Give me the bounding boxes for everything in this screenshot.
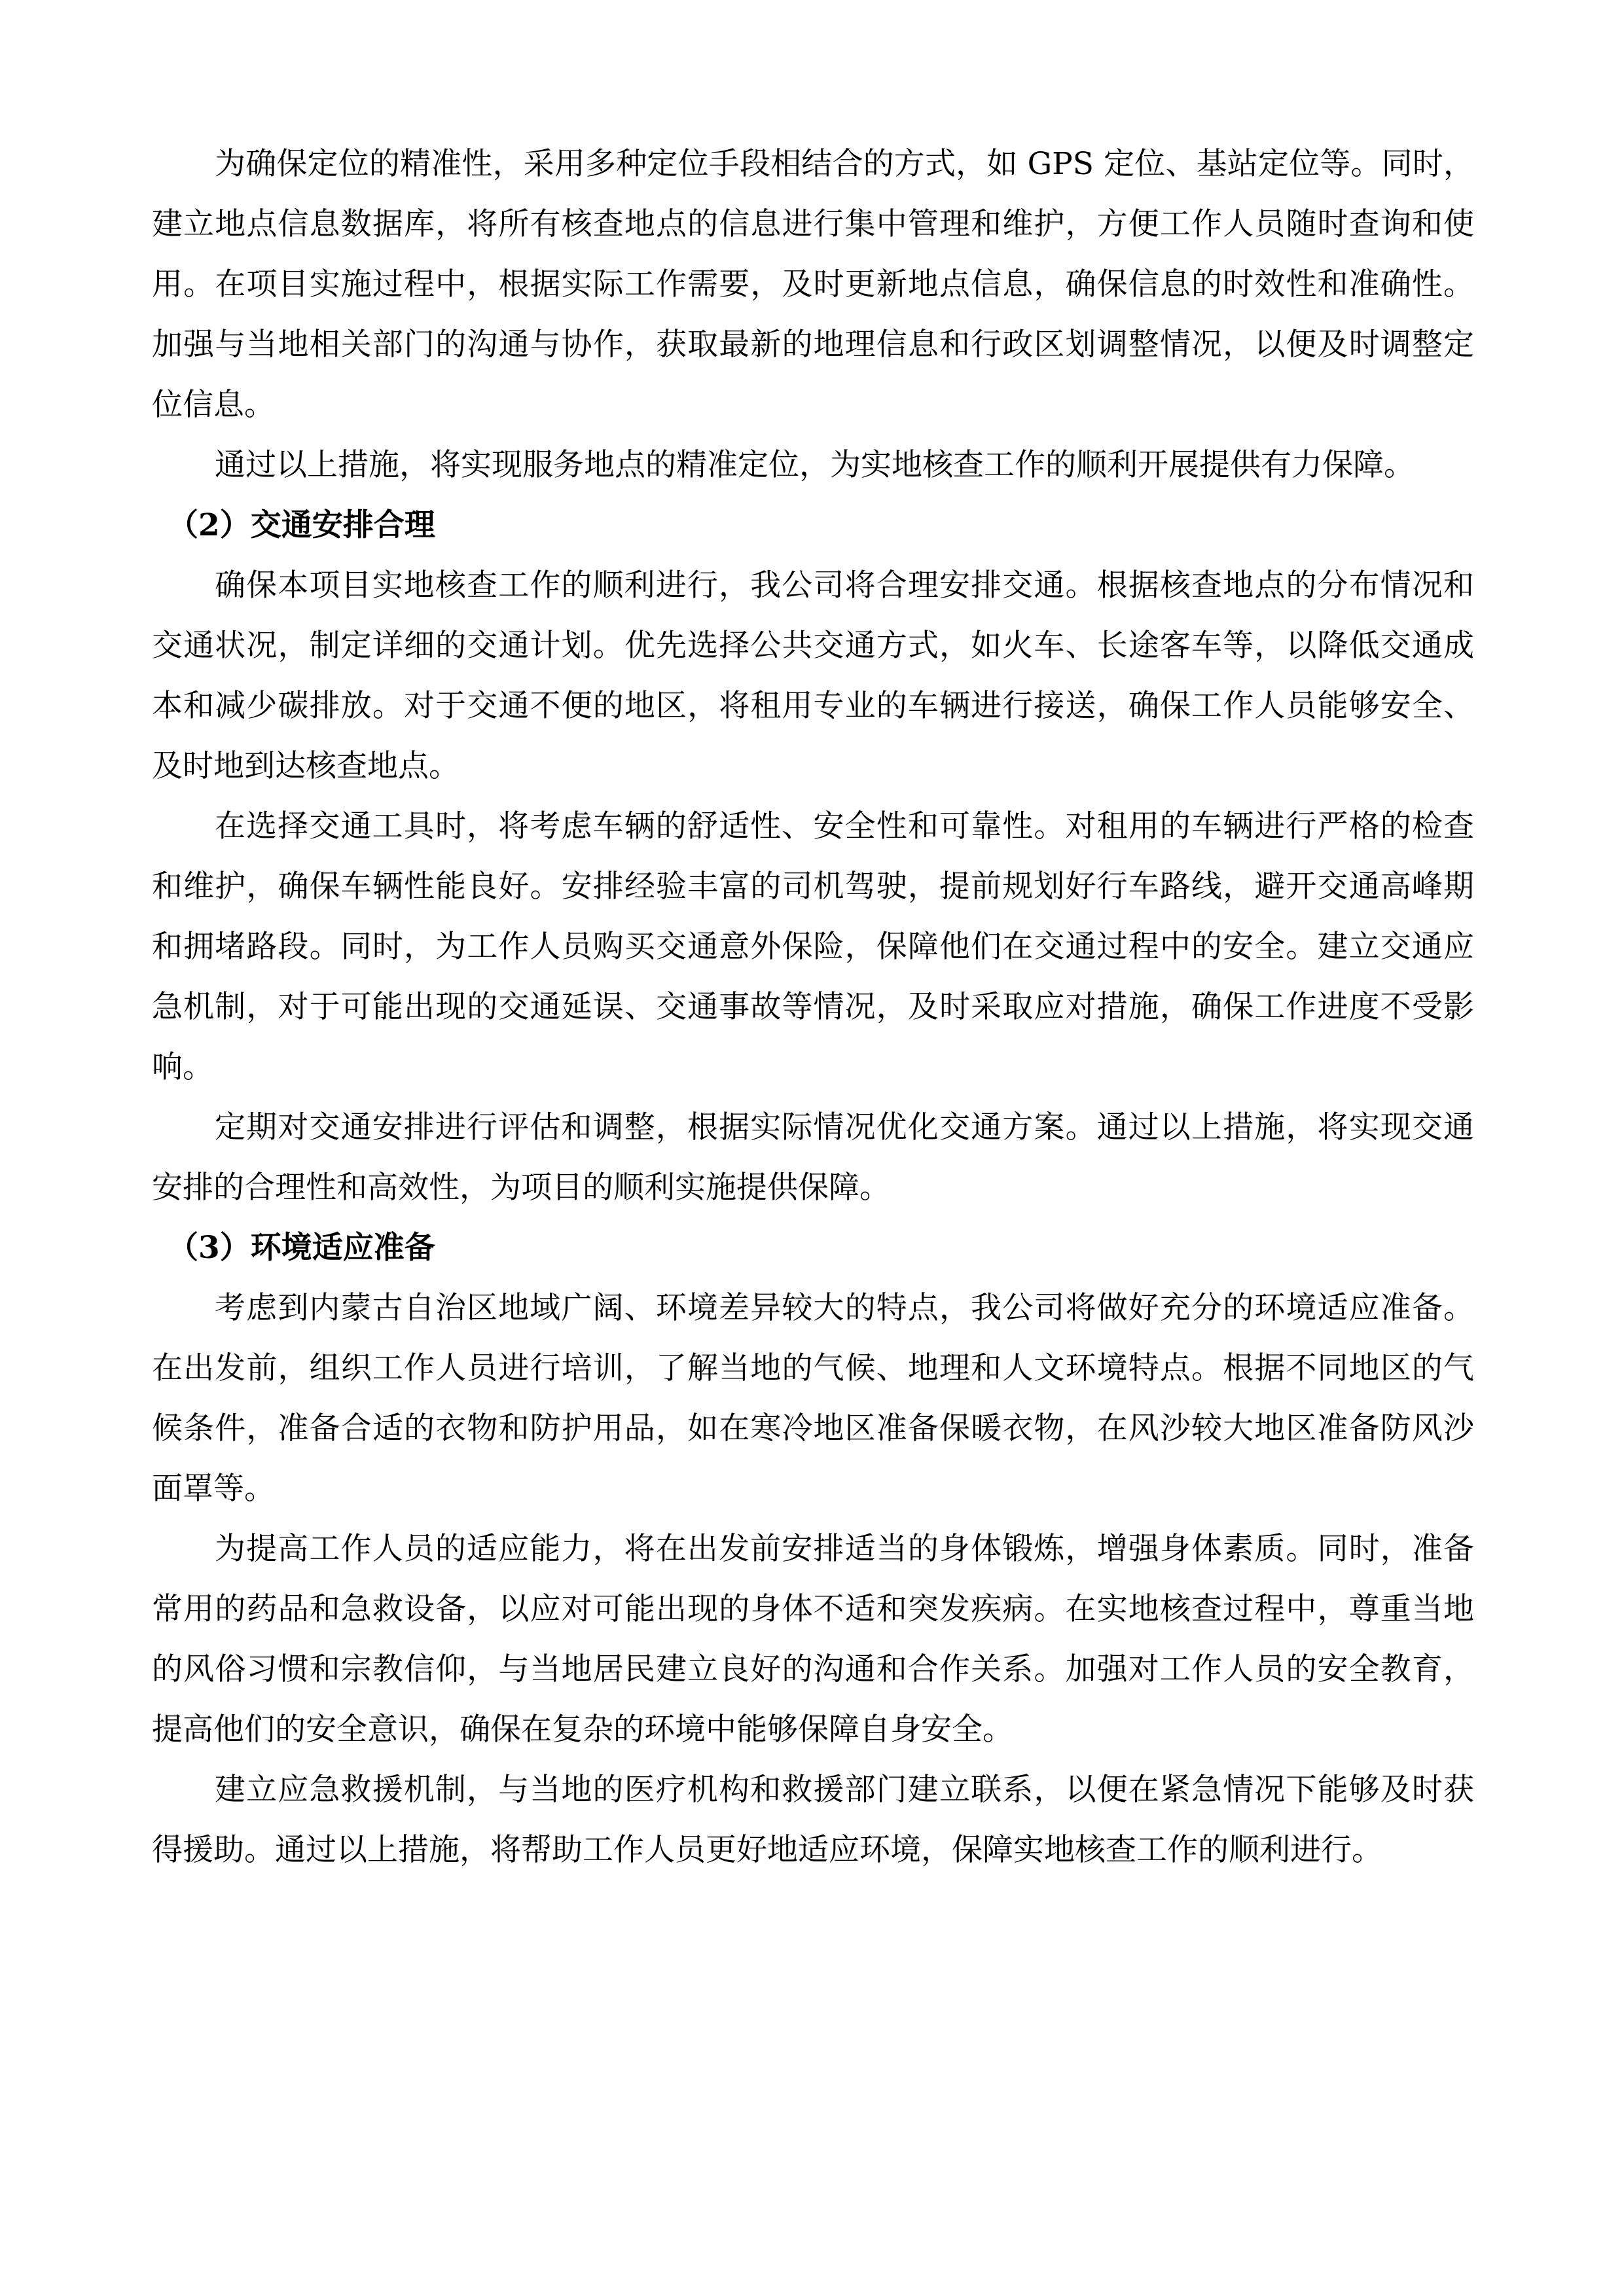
paragraph-vehicle-selection: 在选择交通工具时，将考虑车辆的舒适性、安全性和可靠性。对租用的车辆进行严格的检查和维护，确保车辆性能良好。安排经验丰富的司机驾驶，提前规划好行车路线，避开交通高峰期和拥堵路段。同时，为工作人员购买交通意外保险，保障他们在交通过程中的安全。建立交通应急机制，对于可能出现的交通延误、交通事故等情况，及时采取应对措施，确保工作进度不受影响。 xyxy=(152,808,1474,1085)
paragraph-emergency-rescue: 建立应急救援机制，与当地的医疗机构和救援部门建立联系，以便在紧急情况下能够及时获得援助。通过以上措施，将帮助工作人员更好地适应环境，保障实地核查工作的顺利进行。 xyxy=(152,1772,1474,1868)
paragraph-environment-training: 考虑到内蒙古自治区地域广阔、环境差异较大的特点，我公司将做好充分的环境适应准备。在出发前，组织工作人员进行培训，了解当地的气候、地理和人文环境特点。根据不同地区的气候条件，准备合适的衣物和防护用品，如在寒冷地区准备保暖衣物，在风沙较大地区准备防风沙面罩等。 xyxy=(152,1290,1474,1507)
paragraph-physical-preparation: 为提高工作人员的适应能力，将在出发前安排适当的身体锻炼，增强身体素质。同时，准备常用的药品和急救设备，以应对可能出现的身体不适和突发疾病。在实地核查过程中，尊重当地的风俗习惯和宗教信仰，与当地居民建立良好的沟通和合作关系。加强对工作人员的安全教育，提高他们的安全意识，确保在复杂的环境中能够保障自身安全。 xyxy=(152,1531,1474,1748)
heading-transport-arrangement: （2）交通安排合理 xyxy=(168,507,435,543)
heading-environment-adaptation: （3）环境适应准备 xyxy=(168,1230,435,1266)
paragraph-transport-review: 定期对交通安排进行评估和调整，根据实际情况优化交通方案。通过以上措施，将实现交通安排的合理性和高效性，为项目的顺利实施提供保障。 xyxy=(152,1109,1474,1206)
document-body xyxy=(152,134,1474,1880)
paragraph-transport-plan: 确保本项目实地核查工作的顺利进行，我公司将合理安排交通。根据核查地点的分布情况和交通状况，制定详细的交通计划。优先选择公共交通方式，如火车、长途客车等，以降低交通成本和减少碳排放。对于交通不便的地区，将租用专业的车辆进行接送，确保工作人员能够安全、及时地到达核查地点。 xyxy=(152,567,1474,784)
paragraph-positioning-summary: 通过以上措施，将实现服务地点的精准定位，为实地核查工作的顺利开展提供有力保障。 xyxy=(215,447,1415,483)
paragraph-positioning-accuracy: 为确保定位的精准性，采用多种定位手段相结合的方式，如 GPS 定位、基站定位等。同时，建立地点信息数据库，将所有核查地点的信息进行集中管理和维护，方便工作人员随时查询和使用。在项目实施过程中，根据实际工作需要，及时更新地点信息，确保信息的时效性和准确性。加强与当地相关部门的沟通与协作，获取最新的地理信息和行政区划调整情况，以便及时调整定位信息。 xyxy=(152,146,1474,423)
